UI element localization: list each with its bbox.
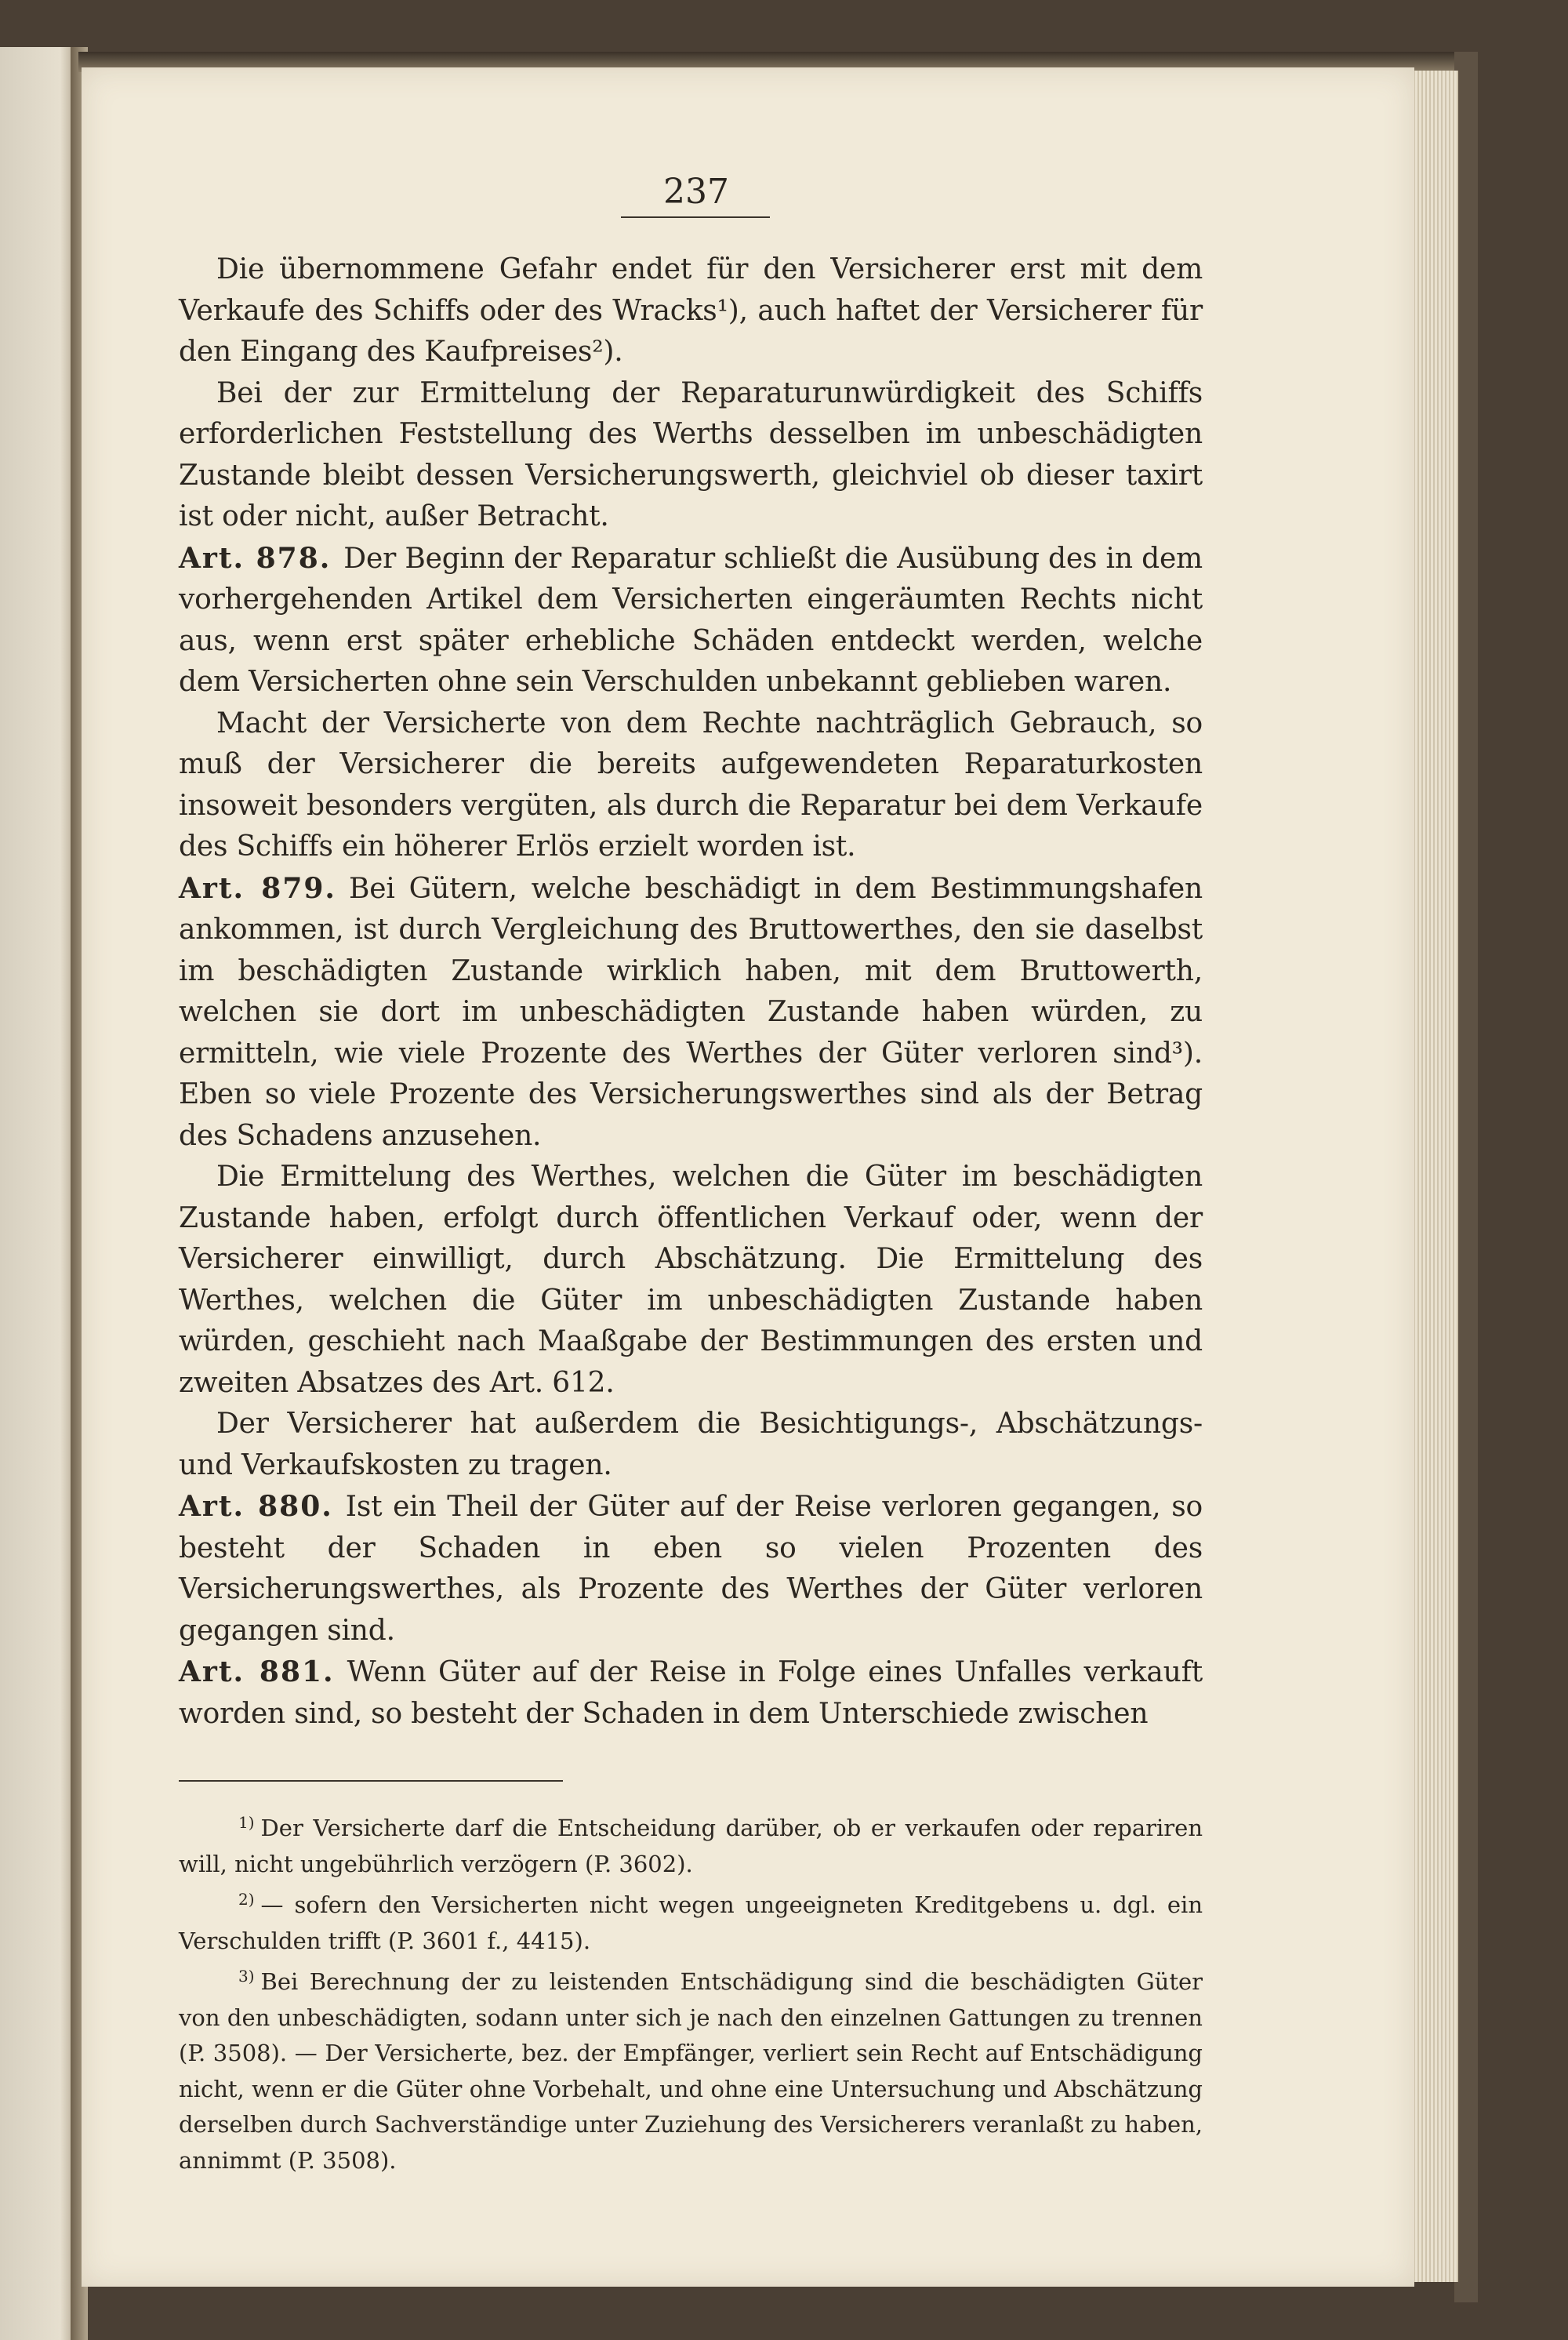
paragraph-text: Ist ein Theil der Güter auf der Reise verloren gegangen, so besteht der Schaden in eben so vielen Prozenten des Versicherungswerthes, als Prozente des Werthes der Güter verloren gegangen sind. <box>179 1491 1203 1647</box>
paragraph-text: Der Beginn der Reparatur schließt die Ausübung des in dem vorhergehenden Artikel dem Versicherten eingeräumten Rechts nicht aus, wenn erst später erhebliche Schäden entdeckt werden, welche dem Versicherten ohne sein Verschulden unbekannt geblieben waren. <box>179 542 1203 698</box>
paragraph-text: Macht der Versicherte von dem Rechte nachträglich Gebrauch, so muß der Versicherer die bereits aufgewendeten Reparaturkosten insoweit besonders vergüten, als durch die Reparatur bei dem Verkaufe des Schiffs ein höherer Erlös erzielt worden ist. <box>179 707 1203 863</box>
footnote <box>179 1882 1203 1959</box>
footnote-text: — sofern den Versicherten nicht wegen ungeeigneten Kreditgebens u. dgl. ein Verschulden trifft (P. 3601 f., 4415). <box>179 1891 1203 1954</box>
paragraph-text: Der Versicherer hat außerdem die Besichtigungs-, Abschätzungs- und Verkaufskosten zu tragen. <box>179 1408 1203 1481</box>
paragraph <box>179 249 1203 373</box>
facing-page-edge <box>0 47 75 2340</box>
article-paragraph <box>179 538 1203 703</box>
body-text <box>179 249 1203 1735</box>
paragraph-text: Die Ermittelung des Werthes, welchen die Güter im beschädigten Zustande haben, erfolgt durch öffentlichen Verkauf oder, wenn der Versicherer einwilligt, durch Abschätzung. Die Ermittelung des Werthes, welchen die Güter im unbeschädigten Zustande haben würden, geschieht nach Maaßgabe der Bestimmungen des ersten und zweiten Absatzes des Art. 612. <box>179 1161 1203 1399</box>
paragraph <box>179 1157 1203 1404</box>
footnotes <box>179 1805 1203 2178</box>
paragraph <box>179 373 1203 538</box>
paragraph-text: Bei Gütern, welche beschädigt in dem Bestimmungshafen ankommen, ist durch Vergleichung des Bruttowerthes, den sie daselbst im beschädigten Zustande wirklich haben, mit dem Bruttowerth, welchen sie dort im unbeschädigten Zustande haben würden, zu ermitteln, wie viele Prozente des Werthes der Güter verloren sind³). Eben so viele Prozente des Versicherungswerthes sind als der Betrag des Schadens anzusehen. <box>179 872 1203 1152</box>
footnote-text: Bei Berechnung der zu leistenden Entschädigung sind die beschädigten Güter von den unbeschädigten, sodann unter sich je nach den einzelnen Gattungen zu trennen (P. 3508). — Der Versicherte, bez. der Empfänger, verliert sein Recht auf Entschädigung nicht, wenn er die Güter ohne Vorbehalt, und ohne eine Untersuchung und Abschätzung derselben durch Sachverständige unter Zuziehung des Versicherers veranlaßt zu haben, annimmt (P. 3508). <box>179 1968 1203 2174</box>
book-page <box>82 67 1414 2287</box>
paragraph <box>179 1404 1203 1486</box>
paragraph-text: Die übernommene Gefahr endet für den Versicherer erst mit dem Verkaufe des Schiffs oder des Wracks¹), auch haftet der Versicherer für den Eingang des Kaufpreises²). <box>179 253 1203 368</box>
footnote-mark: 2) <box>238 1890 255 1909</box>
footnote-mark: 1) <box>238 1813 255 1832</box>
article-paragraph <box>179 1486 1203 1651</box>
page-number-rule <box>621 216 770 218</box>
article-number: Art. 878. <box>179 541 332 575</box>
footnote-mark: 3) <box>238 1967 255 1986</box>
article-number: Art. 881. <box>179 1655 335 1688</box>
footnote-text: Der Versicherte darf die Entscheidung darüber, ob er verkaufen oder repariren will, nicht ungebührlich verzögern (P. 3602). <box>179 1815 1203 1877</box>
footnote-separator <box>179 1780 563 1782</box>
article-paragraph <box>179 1651 1203 1735</box>
article-paragraph <box>179 868 1203 1157</box>
article-number: Art. 880. <box>179 1490 333 1523</box>
paragraph-text: Wenn Güter auf der Reise in Folge eines Unfalles verkauft worden sind, so besteht der Schaden in dem Unterschiede zwischen <box>179 1656 1203 1730</box>
footnote <box>179 1805 1203 1882</box>
paragraph-text: Bei der zur Ermittelung der Reparaturunwürdigkeit des Schiffs erforderlichen Feststellung des Werths desselben im unbeschädigten Zustande bleibt dessen Versicherungswerth, gleichviel ob dieser taxirt ist oder nicht, außer Betracht. <box>179 376 1203 532</box>
footnote <box>179 1959 1203 2178</box>
paragraph <box>179 703 1203 868</box>
page-stack-edges <box>1411 71 1458 2282</box>
page-number: 237 <box>663 172 729 212</box>
article-number: Art. 879. <box>179 871 336 905</box>
page-content <box>179 173 1203 2178</box>
